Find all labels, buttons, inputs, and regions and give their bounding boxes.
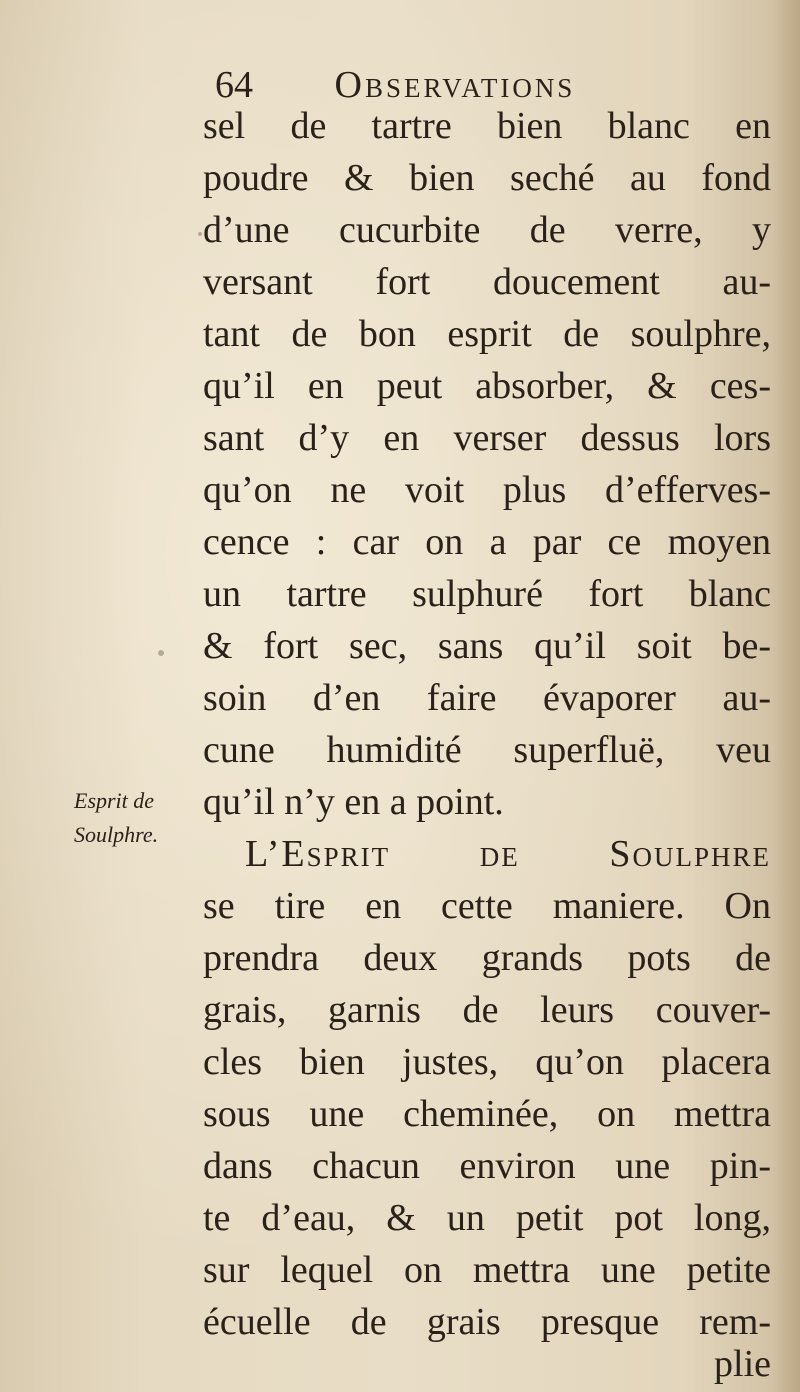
text-line: grais, garnis de leurs couver- (203, 989, 771, 1031)
text-line: qu’on ne voit plus d’efferves- (203, 469, 771, 511)
paper-speck (158, 650, 164, 656)
text-line: dans chacun environ une pin- (203, 1145, 771, 1187)
text-line: sous une cheminée, on mettra (203, 1093, 771, 1135)
running-title: Observations (334, 64, 576, 106)
text-line: te d’eau, & un petit pot long, (203, 1197, 771, 1239)
text-line: soin d’en faire évaporer au- (203, 677, 771, 719)
paper-speck (198, 232, 202, 236)
text-line: cles bien justes, qu’on placera (203, 1041, 771, 1083)
catchword: plie (714, 1343, 771, 1385)
text-line: sel de tartre bien blanc en (203, 105, 771, 147)
margin-note-line-1: Esprit de (74, 788, 155, 813)
margin-note-line-2: Soulphre. (74, 822, 159, 847)
text-line: qu’il n’y en a point. (203, 781, 504, 823)
section-heading-line: L’Esprit de Soulphre (245, 833, 771, 875)
text-line: cence : car on a par ce moyen (203, 521, 771, 563)
text-line: sant d’y en verser dessus lors (203, 417, 771, 459)
text-line: un tartre sulphuré fort blanc (203, 573, 771, 615)
text-line: se tire en cette maniere. On (203, 885, 771, 927)
page-number: 64 (215, 64, 253, 106)
text-line: poudre & bien seché au fond (203, 157, 771, 199)
text-line: cune humidité superfluë, veu (203, 729, 771, 771)
text-line: d’une cucurbite de verre, y (203, 209, 771, 251)
page-edge-shadow (772, 0, 800, 1392)
text-line: écuelle de grais presque rem- (203, 1301, 771, 1343)
text-line: & fort sec, sans qu’il soit be- (203, 625, 771, 667)
text-line: sur lequel on mettra une petite (203, 1249, 771, 1291)
text-line: qu’il en peut absorber, & ces- (203, 365, 771, 407)
text-line: versant fort doucement au- (203, 261, 771, 303)
text-line: tant de bon esprit de soulphre, (203, 313, 771, 355)
text-line: prendra deux grands pots de (203, 937, 771, 979)
